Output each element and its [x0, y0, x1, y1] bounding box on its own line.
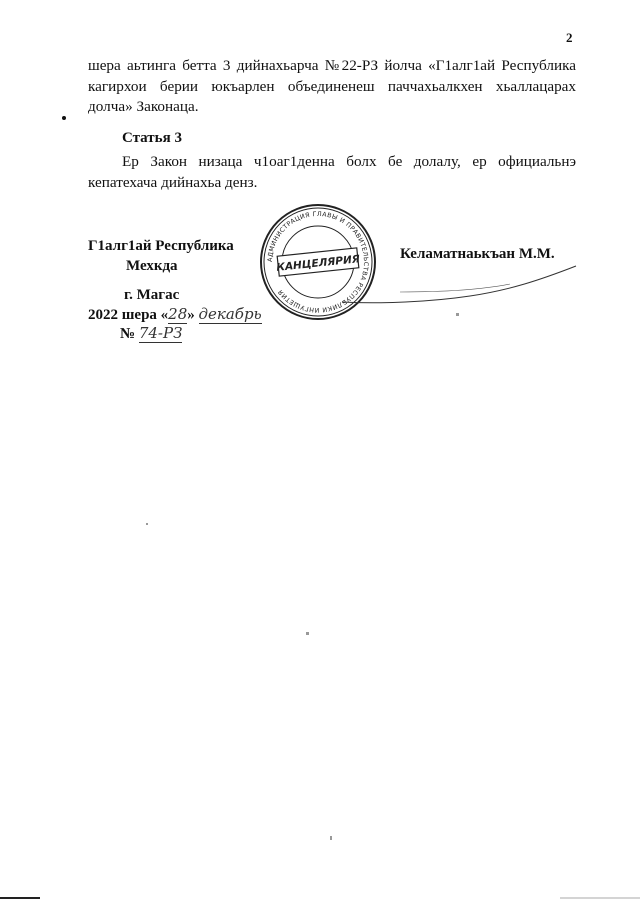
place-of-signing: г. Магас	[124, 287, 180, 303]
paragraph-line: шера аьтинга бетта 3 дийнахьарча №22-РЗ йолча «Г1алг1ай Республика	[88, 57, 576, 74]
paragraph-line: кепатехача дийнахьа денз.	[88, 173, 258, 191]
paragraph-2	[88, 152, 576, 193]
signatory-org-line1: Г1алг1ай Республика	[88, 238, 234, 254]
date-line	[88, 305, 262, 324]
stamp-ring-text: АДМИНИСТРАЦИЯ ГЛАВЫ И ПРАВИТЕЛЬСТВА РЕСПУБЛИКИ ИНГУШЕТИЯ	[266, 210, 370, 314]
number-prefix: №	[120, 326, 139, 342]
law-number	[120, 324, 182, 343]
stamp-center-text: КАНЦЕЛЯРИЯ	[275, 253, 361, 274]
scan-speck	[456, 313, 459, 316]
handwritten-signature	[340, 262, 580, 310]
date-month: декабрь	[198, 305, 262, 323]
signatory-title	[88, 236, 234, 276]
article-heading: Статья 3	[122, 130, 182, 146]
date-prefix: 2022 шера «	[88, 307, 169, 323]
paragraph-line: долча» Законаца.	[88, 98, 199, 115]
date-day: 28	[168, 305, 188, 323]
scan-edge	[0, 896, 640, 900]
paragraph-1	[88, 56, 576, 118]
date-mid: »	[187, 307, 199, 323]
scan-speck	[306, 632, 309, 635]
scan-dot	[62, 116, 66, 120]
scan-speck	[330, 836, 332, 840]
number-value: 74-РЗ	[138, 324, 183, 342]
scan-speck	[146, 523, 148, 525]
paragraph-line: Ер Закон низаца ч1оаг1денна болх бе долалу, ер официальнэ	[122, 153, 576, 170]
signer-name: Келаматнаькъан М.М.	[400, 246, 555, 262]
paragraph-line: кагирхои берии юкъарлен объединенеш паччахьалкхен хьаллацарах	[88, 77, 576, 95]
signatory-org-line2: Мехкда	[126, 258, 178, 274]
page-number: 2	[566, 30, 573, 45]
